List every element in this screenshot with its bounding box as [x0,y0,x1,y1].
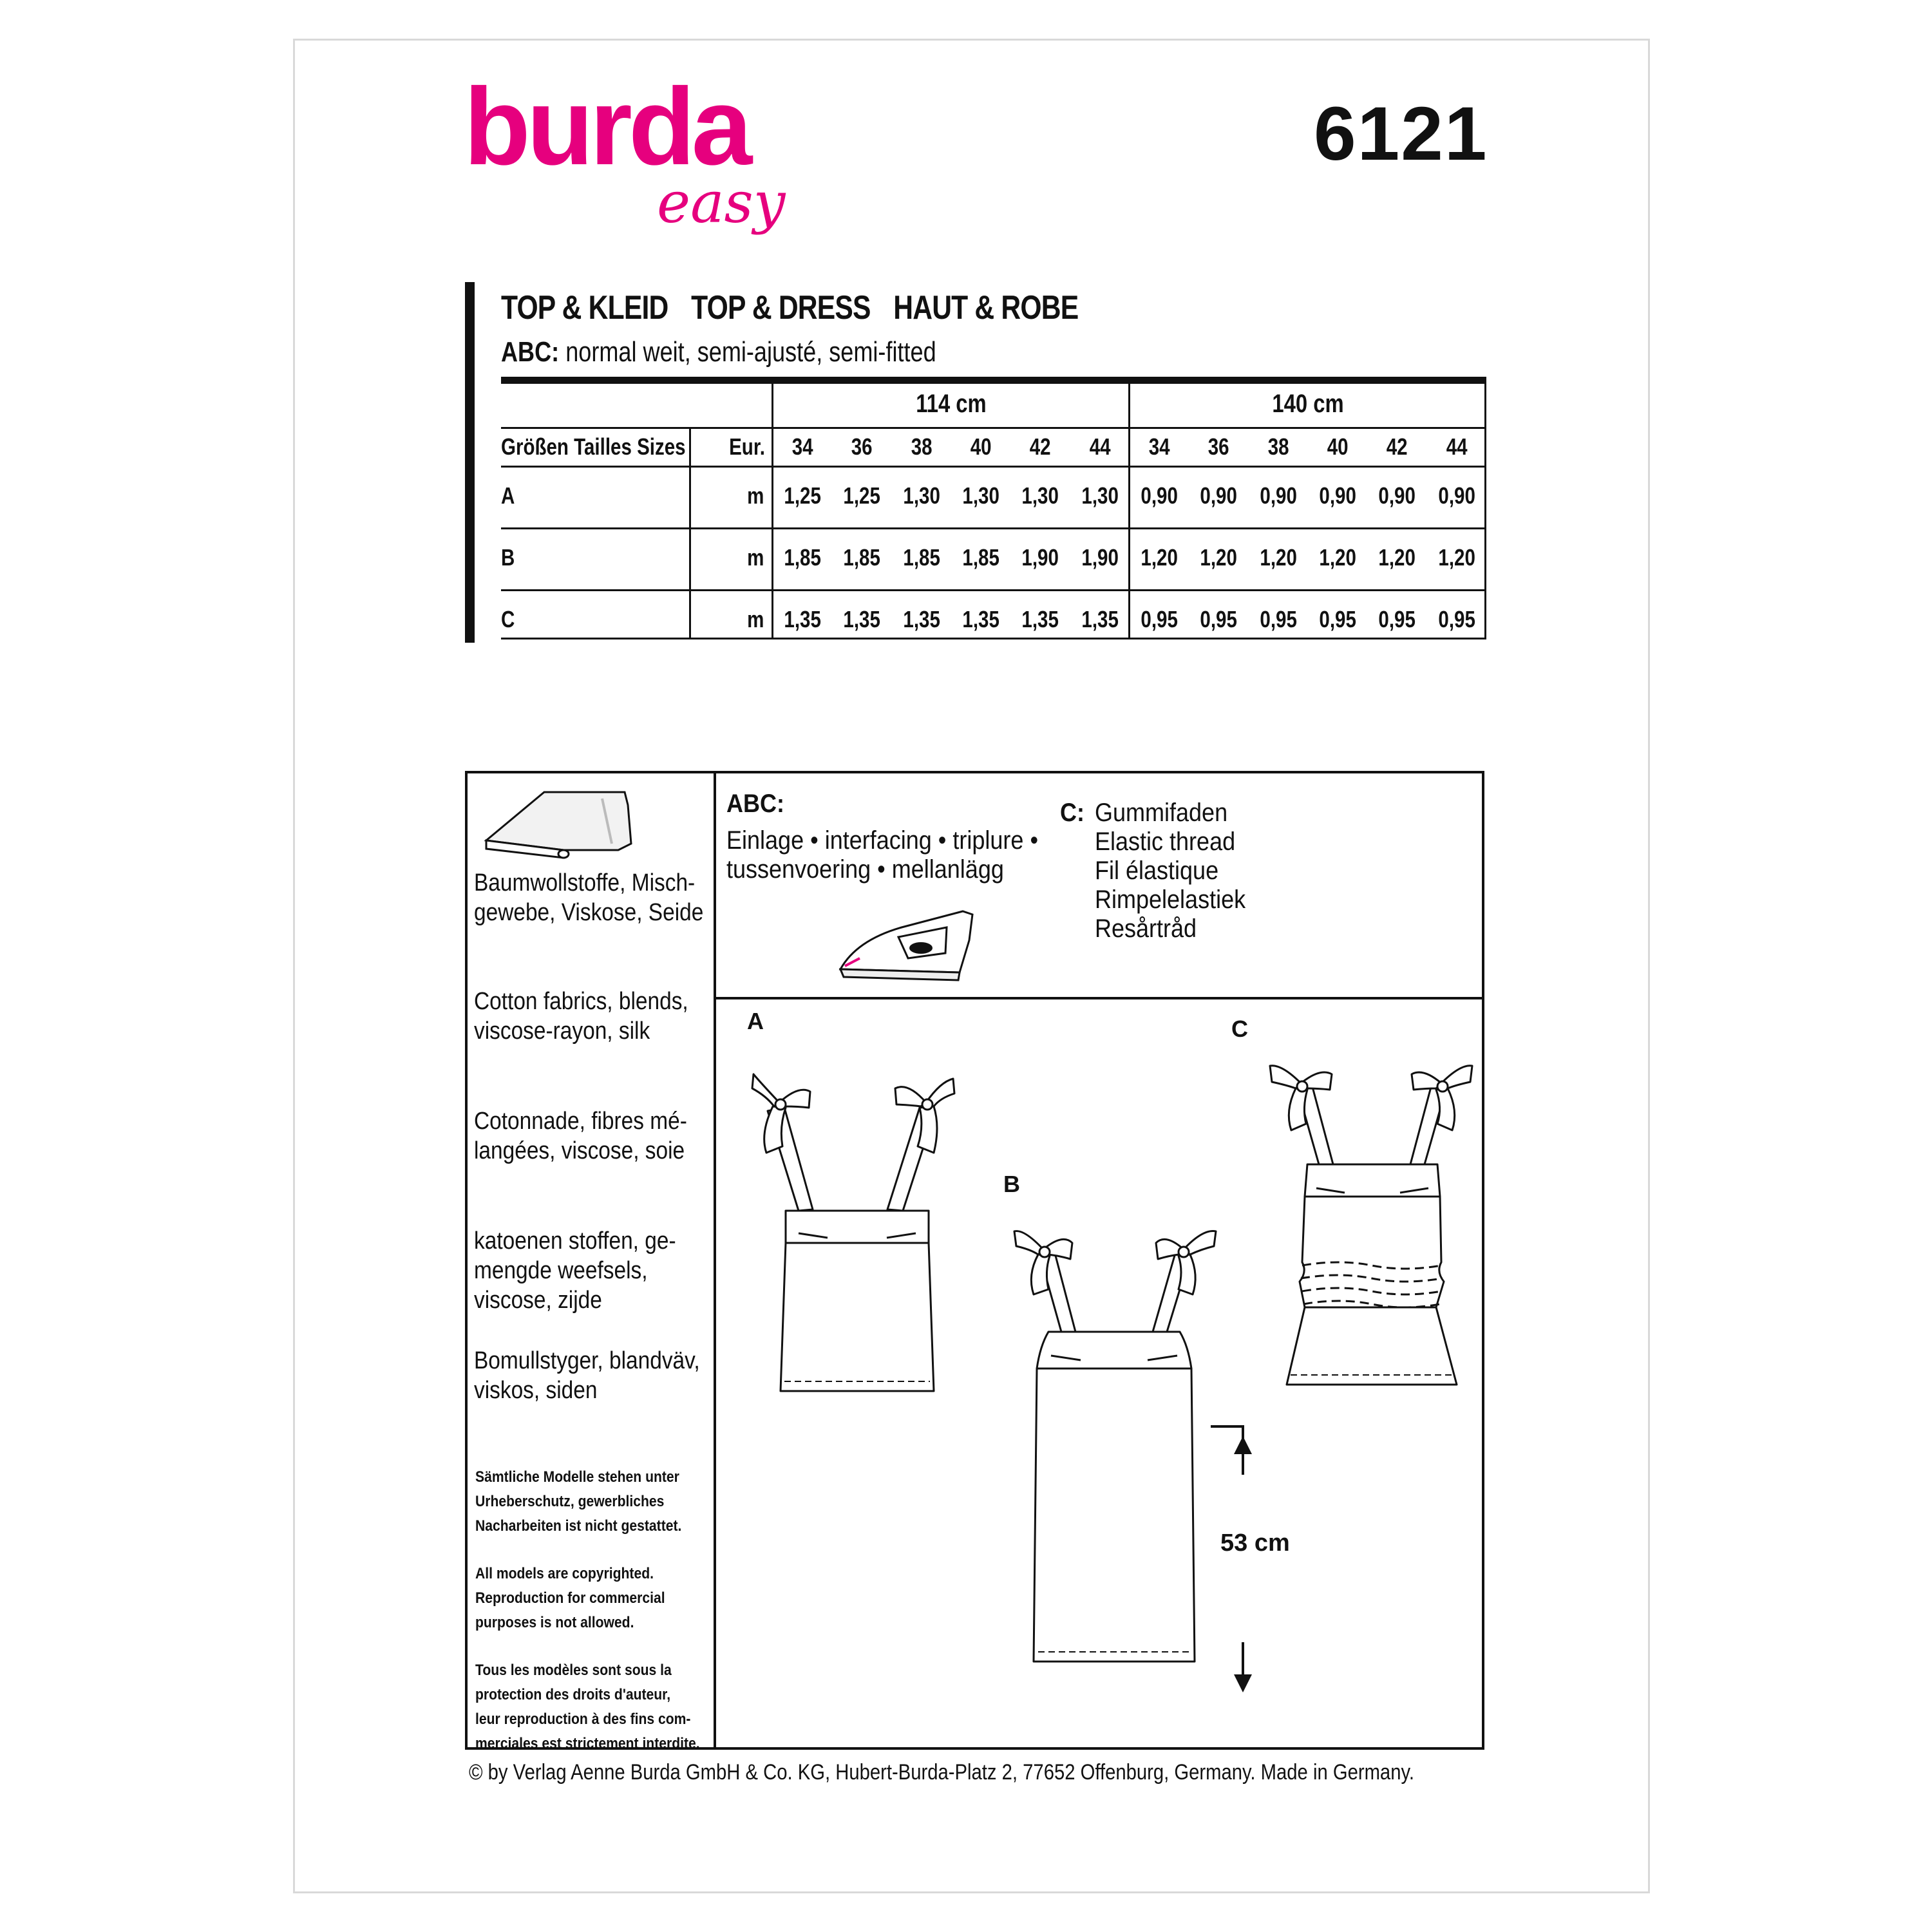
yardage-value: 1,90 [1081,544,1119,571]
yardage-value: 1,90 [1021,544,1059,571]
fit-label: ABC: [501,336,560,368]
fabric-column-divider [714,771,716,1750]
yardage-table [501,377,1486,643]
brand-name-logo-text: burda [464,77,749,188]
yardage-value: 1,35 [1081,606,1119,632]
yardage-value: 0,95 [1438,606,1475,632]
view-a-top-drawing [747,1063,966,1430]
view-b-dress-drawing [1011,1224,1230,1687]
yardage-value: 1,85 [903,544,940,571]
table-top-rule [501,377,1486,384]
yardage-value: 1,35 [843,606,881,632]
yardage-value: 0,90 [1141,482,1178,509]
notions-divider [714,997,1484,999]
yardage-value: 1,35 [962,606,999,632]
yardage-value: 1,20 [1260,544,1297,571]
fabric-fr: Cotonnade, fibres mé- langées, viscose, soie [474,1108,687,1164]
size-header: 36 [1208,433,1229,460]
yardage-value: 1,25 [784,482,821,509]
view-label-c: C [1231,1016,1248,1042]
table-rule [501,638,1486,639]
size-header: 34 [791,433,813,460]
notions-abc-label: ABC: [726,790,784,818]
fabric-de: Baumwollstoffe, Misch- gewebe, Viskose, Seide [474,869,704,926]
yardage-value: 1,35 [903,606,940,632]
copyright-note-de: Sämtliche Modelle stehen unter Urheberschutz, gewerbliches Nacharbeiten ist nicht gestattet. [475,1468,682,1535]
yardage-value: 1,30 [1081,482,1119,509]
yardage-value: 0,95 [1319,606,1356,632]
yardage-value: 1,85 [843,544,881,571]
size-header: 44 [1089,433,1111,460]
yardage-value: 0,95 [1260,606,1297,632]
yardage-value: 1,35 [1021,606,1059,632]
yardage-value: 1,85 [784,544,821,571]
footer-copyright: © by Verlag Aenne Burda GmbH & Co. KG, Hubert-Burda-Platz 2, 77652 Offenburg, Germany. Made in Germany. [469,1760,1415,1785]
yardage-value: 1,30 [1021,482,1059,509]
notions-interfacing: Einlage • interfacing • triplure • tussenvoering • mellanlägg [726,826,1039,884]
view-row-label: C [501,606,515,632]
view-label-a: A [747,1008,764,1034]
yardage-value: 1,20 [1319,544,1356,571]
copyright-note-en: All models are copyrighted. Reproduction for commercial purposes is not allowed. [475,1565,665,1631]
fabric-nl: katoenen stoffen, ge- mengde weefsels, viscose, zijde [474,1227,676,1314]
yardage-value: 1,20 [1378,544,1416,571]
width-header: 140 cm [1272,390,1344,418]
width-header: 114 cm [916,390,987,418]
size-header-label: Größen Tailles Sizes [501,433,686,460]
yardage-value: 1,30 [962,482,999,509]
view-row-label: A [501,482,515,509]
size-header: 40 [1327,433,1349,460]
burda-easy-logo [464,77,799,245]
title-fr: HAUT & ROBE [893,289,1079,327]
yardage-value: 0,95 [1378,606,1416,632]
size-header: 44 [1446,433,1468,460]
unit-label: m [747,482,764,509]
unit-label: m [747,606,764,632]
fabric-en: Cotton fabrics, blends, viscose-rayon, silk [474,988,688,1045]
length-measure-label: 53 cm [1220,1530,1290,1557]
yardage-value: 1,25 [843,482,881,509]
yardage-value: 1,30 [903,482,940,509]
length-measure-arrows [1211,1423,1269,1694]
table-rule [772,384,773,639]
yardage-value: 1,35 [784,606,821,632]
size-header: 38 [911,433,933,460]
pattern-number: 6121 [1314,91,1488,176]
table-rule [501,427,1486,429]
table-rule [1128,384,1130,639]
unit-label: m [747,544,764,571]
pattern-title [501,289,1094,327]
fabric-sv: Bomullstyger, blandväv, viskos, siden [474,1347,700,1404]
eur-label: Eur. [729,433,765,460]
title-en: TOP & DRESS [691,289,871,327]
size-header: 42 [1387,433,1408,460]
table-rule [689,427,691,639]
yardage-value: 1,20 [1141,544,1178,571]
view-row-label: B [501,544,515,571]
size-header: 40 [970,433,992,460]
brand-sub-logo-text: easy [657,169,786,236]
table-rule [501,527,1486,529]
fit-text: normal weit, semi-ajusté, semi-fitted [565,336,936,368]
table-rule [501,466,1486,468]
fabric-roll-icon [480,779,634,863]
view-label-b: B [1003,1171,1020,1197]
yardage-value: 0,95 [1141,606,1178,632]
copyright-note-fr: Tous les modèles sont sous la protection des droits d'auteur, leur reproduction à des fins com- merciales est strictement interdite. [475,1662,700,1752]
yardage-value: 1,20 [1438,544,1475,571]
notions-c-label: C: [1060,799,1084,827]
title-de: TOP & KLEID [501,289,668,327]
yardage-value: 0,90 [1319,482,1356,509]
yardage-value: 0,90 [1378,482,1416,509]
size-header: 36 [851,433,873,460]
fit-description [501,336,936,368]
notions-elastic: Gummifaden Elastic thread Fil élastique Rimpelelastiek Resårtråd [1095,799,1246,943]
title-bar [465,282,475,643]
yardage-value: 1,85 [962,544,999,571]
yardage-value: 0,95 [1200,606,1238,632]
size-header: 34 [1148,433,1170,460]
iron-icon [831,902,985,985]
yardage-value: 1,20 [1200,544,1238,571]
yardage-value: 0,90 [1260,482,1297,509]
table-rule [501,589,1486,591]
table-rule [1484,384,1486,639]
yardage-value: 0,90 [1200,482,1238,509]
yardage-value: 0,90 [1438,482,1475,509]
view-c-top-drawing [1262,1050,1481,1436]
size-header: 42 [1030,433,1051,460]
size-header: 38 [1267,433,1289,460]
